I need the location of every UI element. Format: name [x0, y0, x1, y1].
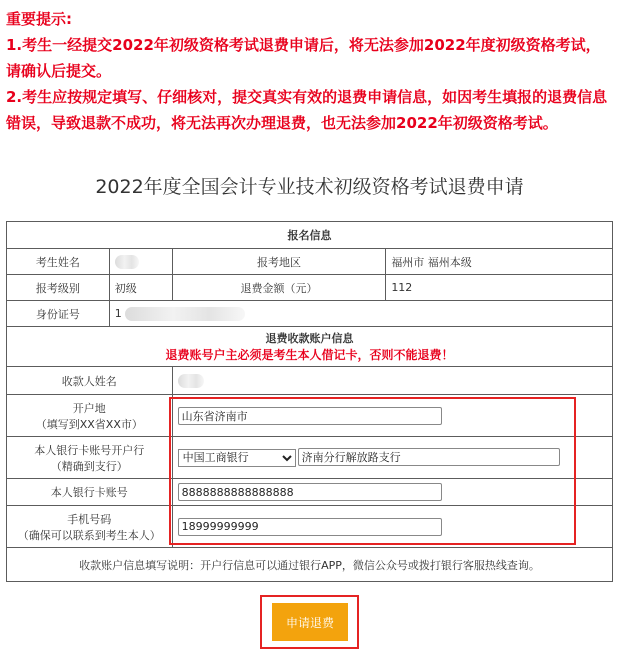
- masked-payee: [178, 374, 204, 388]
- id-value: [109, 301, 612, 327]
- submit-refund-button[interactable]: 申请退费: [272, 603, 348, 641]
- card-cell: [172, 479, 612, 506]
- region-value: 福州市 福州本级: [386, 249, 613, 275]
- account-warning: 退费账号户主必须是考生本人借记卡，否则不能退费！: [165, 347, 454, 362]
- name-value: [109, 249, 172, 275]
- notice-item-1: 1.考生一经提交2022年初级资格考试退费申请后，将无法参加2022年度初级资格考试，请确认后提交。: [6, 36, 601, 80]
- bank-select[interactable]: [178, 449, 296, 467]
- account-header: 退费收款账户信息: [265, 331, 354, 345]
- amount-label: 退费金额（元）: [172, 275, 386, 301]
- bank-cell: [172, 437, 612, 479]
- phone-cell: [172, 506, 612, 548]
- account-note: 收款账户信息填写说明：开户行信息可以通过银行APP，微信公众号或拨打银行客服热线查询。: [7, 548, 613, 582]
- important-notice: [6, 6, 612, 136]
- open-place-label-cell: [7, 395, 173, 437]
- phone-label: 手机号码: [67, 512, 112, 526]
- card-label: 本人银行卡账号: [7, 479, 173, 506]
- notice-item-2: 2.考生应按规定填写、仔细核对，提交真实有效的退费申请信息，如因考生填报的退费信息错误，导致退款不成功，将无法再次办理退费，也无法参加2022年初级资格考试。: [6, 88, 608, 132]
- bank-label-cell: [7, 437, 173, 479]
- id-label: 身份证号: [7, 301, 110, 327]
- masked-name: [115, 255, 139, 269]
- open-place-label: 开户地: [72, 401, 106, 415]
- level-label: 报考级别: [7, 275, 110, 301]
- open-place-cell: [172, 395, 612, 437]
- open-place-input[interactable]: [178, 407, 442, 425]
- phone-input[interactable]: [178, 518, 442, 536]
- branch-input[interactable]: [298, 448, 560, 466]
- masked-id: [125, 307, 245, 321]
- name-label: 考生姓名: [7, 249, 110, 275]
- payee-label: 收款人姓名: [7, 367, 173, 395]
- phone-label-cell: [7, 506, 173, 548]
- account-header-cell: [7, 327, 613, 367]
- amount-value: 112: [386, 275, 613, 301]
- region-label: 报考地区: [172, 249, 386, 275]
- refund-form-table: [6, 221, 613, 582]
- open-place-hint: （填写到XX省XX市）: [35, 417, 143, 431]
- level-value: 初级: [109, 275, 172, 301]
- bank-label: 本人银行卡账号开户行: [34, 443, 145, 457]
- bank-hint: （精确到支行）: [50, 459, 128, 473]
- registration-header: 报名信息: [7, 222, 613, 249]
- phone-hint: （确保可以联系到考生本人）: [17, 528, 161, 542]
- id-prefix: 1: [114, 306, 122, 320]
- payee-value: [172, 367, 612, 395]
- page-title: 2022年度全国会计专业技术初级资格考试退费申请: [95, 176, 524, 198]
- notice-title: 重要提示:: [6, 10, 72, 28]
- card-number-input[interactable]: [178, 483, 442, 501]
